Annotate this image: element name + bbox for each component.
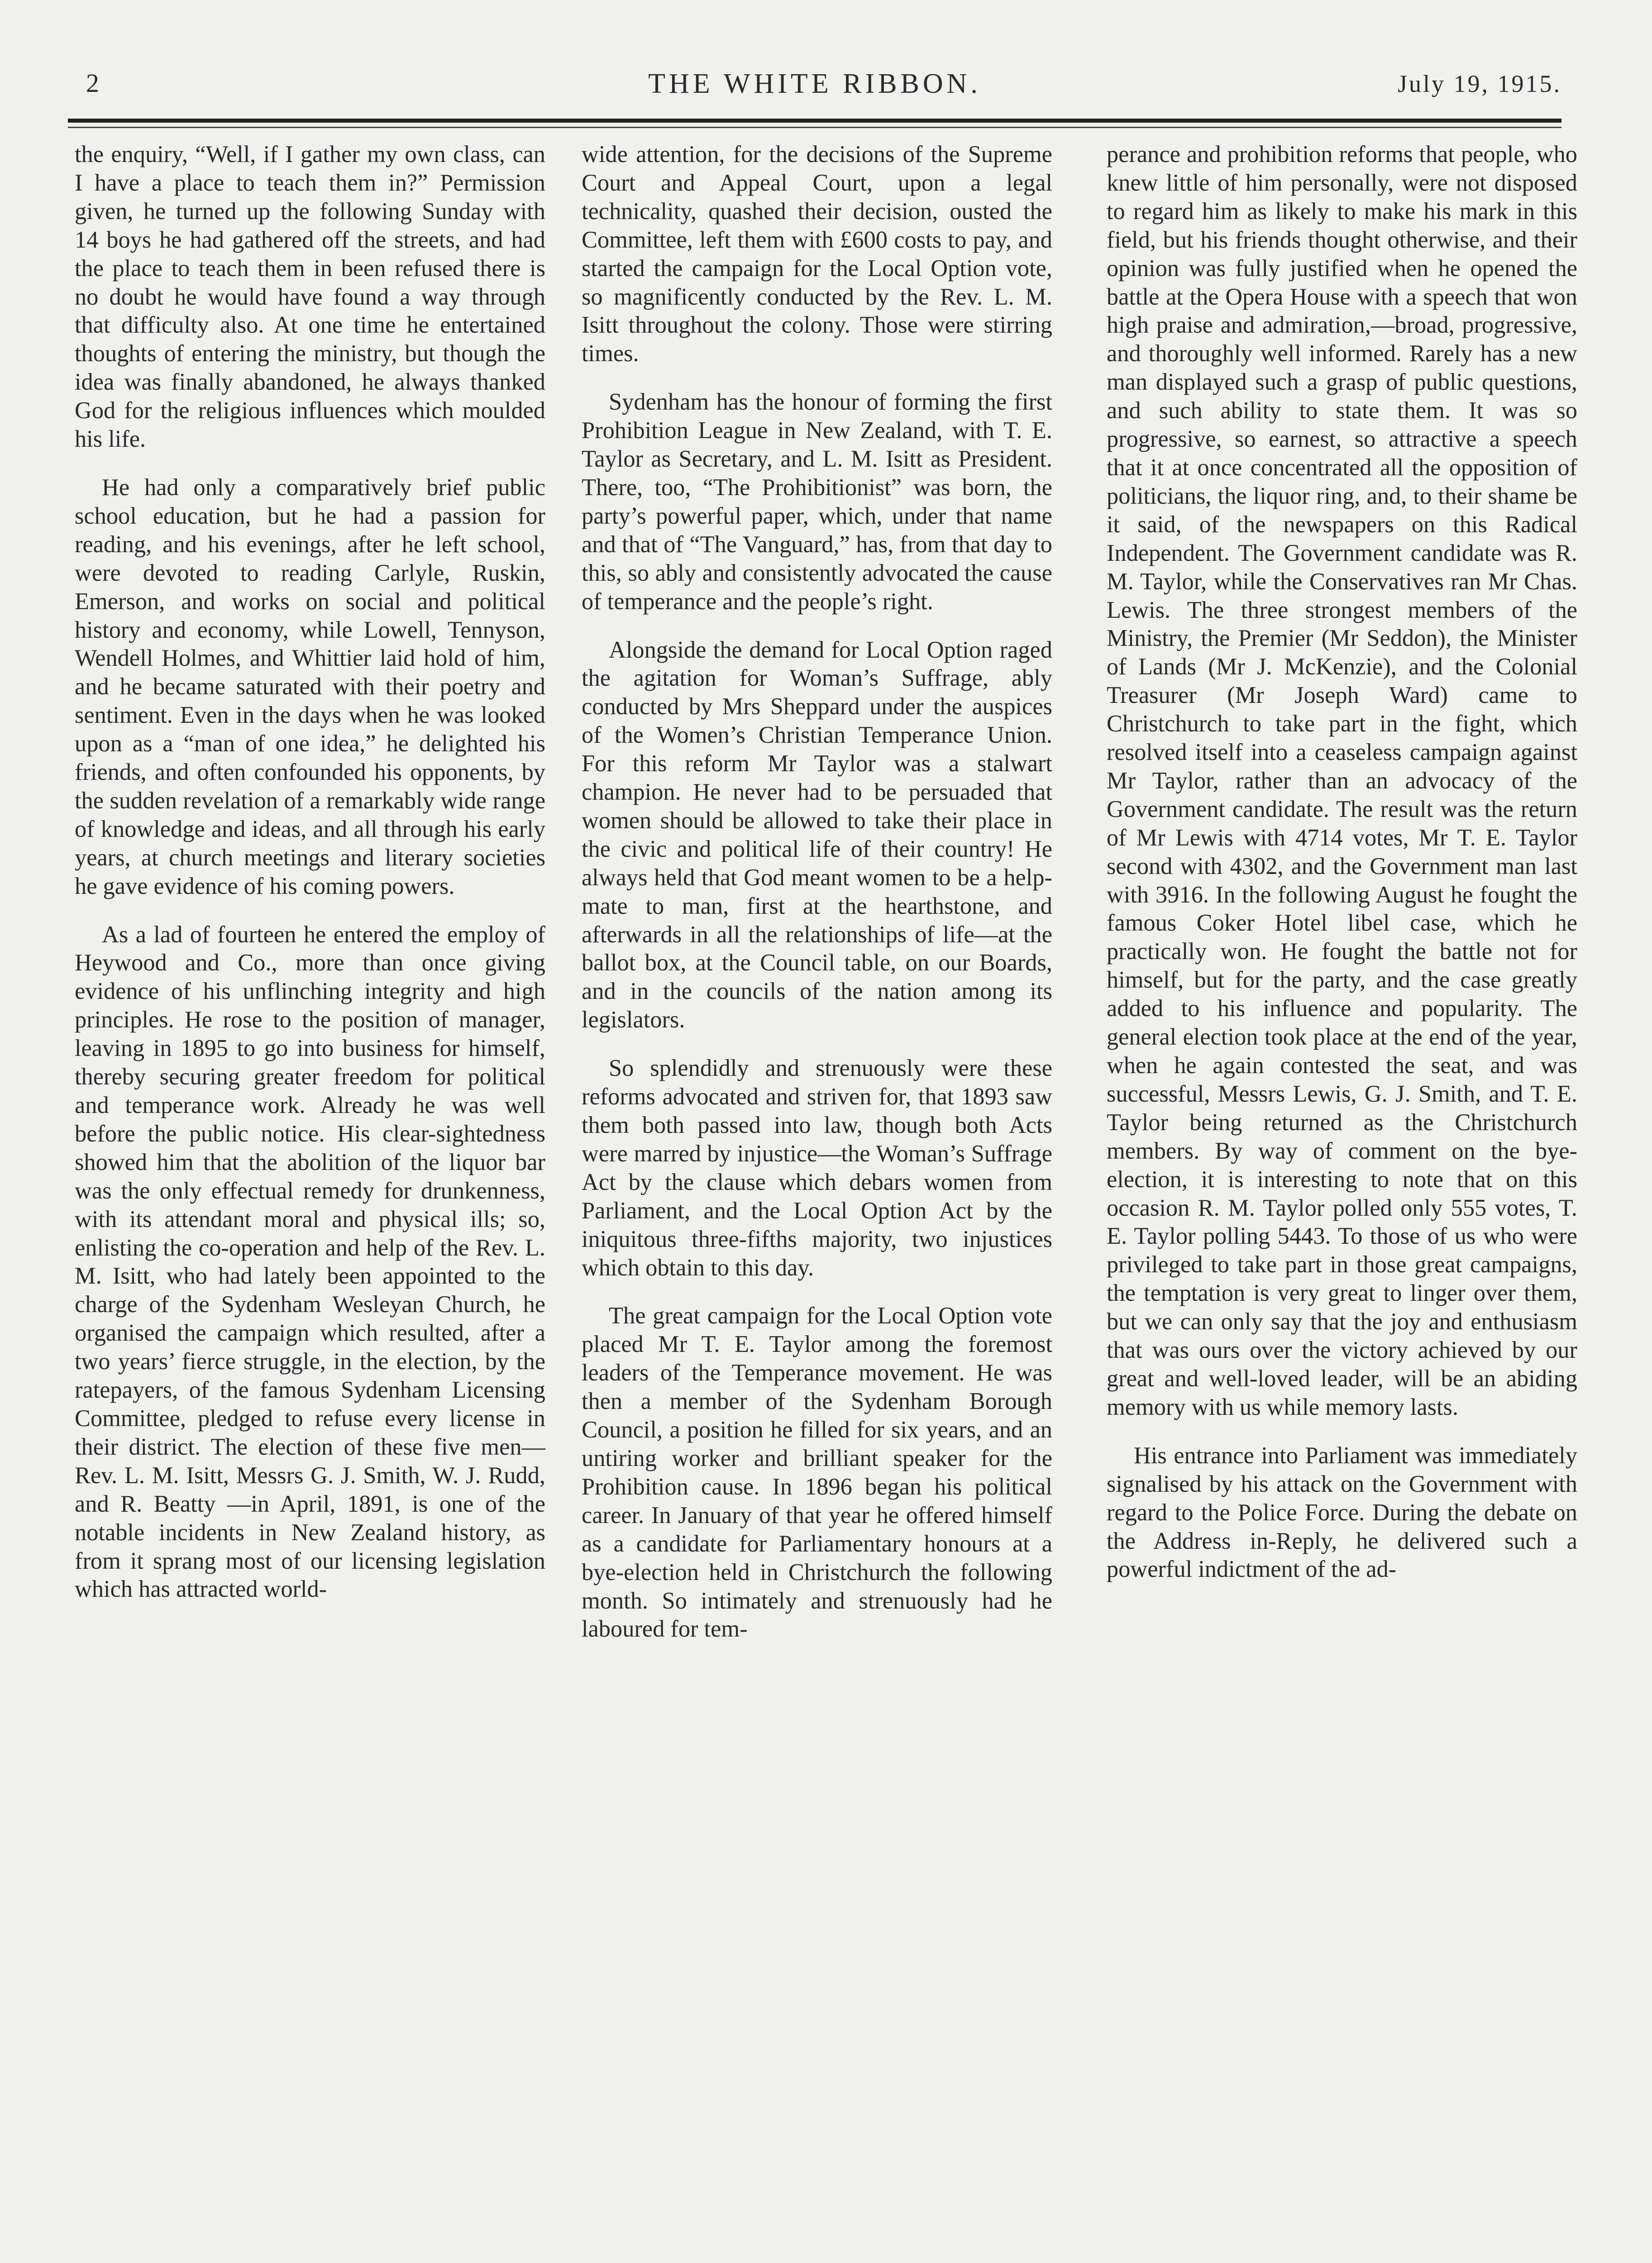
article-column-3 bbox=[1107, 140, 1577, 1584]
paragraph: the enquiry, “Well, if I gather my own class, can I have a place to teach them in?” Permission given, he turned up the following Sunday with 14 boys he had gathered off the streets, and had the place to teach them in been refused there is no doubt he would have found a way through that difficulty also. At one time he entertained thoughts of entering the ministry, but though the idea was finally abandoned, he always thanked God for the religious influences which moulded his life. bbox=[75, 141, 545, 453]
paragraph: The great campaign for the Local Option vote placed Mr T. E. Taylor among the foremost leaders of the Temperance movement. He was then a member of the Sydenham Borough Council, a position he filled for six years, and an untiring worker and brilliant speaker for the Prohibition cause. In 1896 began his political career. In January of that year he offered himself as a candidate for Parliamentary honours at a bye-election held in Christchurch the following month. So intimately and strenuously had he laboured for tem- bbox=[582, 1303, 1052, 1642]
article-column-1 bbox=[75, 140, 545, 1604]
article-column-2 bbox=[582, 140, 1052, 1643]
paragraph: wide attention, for the decisions of the Supreme Court and Appeal Court, upon a legal technicality, quashed their decision, ousted the Committee, left them with £600 costs to pay, and started the campaign for the Local Option vote, so magnificently conducted by the Rev. L. M. Isitt throughout the colony. Those were stirring times. bbox=[582, 141, 1052, 367]
paragraph: As a lad of fourteen he entered the employ of Heywood and Co., more than once giving evidence of his unflinching integrity and high principles. He rose to the position of manager, leaving in 1895 to go into business for himself, thereby securing greater freedom for political and temperance work. Already he was well before the public notice. His clear-sightedness showed him that the abolition of the liquor bar was the only effectual remedy for drunkenness, with its attendant moral and physical ills; so, enlisting the co-operation and help of the Rev. L. M. Isitt, who had lately been appointed to the charge of the Sydenham Wesleyan Church, he organised the campaign which resulted, after a two years’ fierce struggle, in the election, by the ratepayers, of the famous Sydenham Licensing Committee, pledged to refuse every license in their district. The election of these five men—Rev. L. M. Isitt, Messrs G. J. Smith, W. J. Rudd, and R. Beatty —in April, 1891, is one of the notable incidents in New Zealand history, as from it sprang most of our licensing legislation which has attracted world- bbox=[75, 921, 545, 1603]
page-number: 2 bbox=[86, 68, 100, 98]
paragraph: So splendidly and strenuously were these reforms advocated and striven for, that 1893 saw them both passed into law, though both Acts were marred by injustice—the Woman’s Suffrage Act by the clause which debars women from Parliament, and the Local Option Act by the iniquitous three-fifths majority, two injustices which obtain to this day. bbox=[582, 1055, 1052, 1281]
paragraph: Sydenham has the honour of forming the first Prohibition League in New Zealand, with T. E. Taylor as Secretary, and L. M. Isitt as President. There, too, “The Prohibitionist” was born, the party’s powerful paper, which, under that name and that of “The Vanguard,” has, from that day to this, so ably and consistently advocated the cause of temperance and the people’s right. bbox=[582, 389, 1052, 615]
paragraph: perance and prohibition reforms that people, who knew little of him personally, were not disposed to regard him as likely to make his mark in this field, but his friends thought otherwise, and their opinion was fully justified when he opened the battle at the Opera House with a speech that won high praise and admiration,—broad, progressive, and thoroughly well informed. Rarely has a new man displayed such a grasp of public questions, and such ability to state them. It was so progressive, so earnest, so attractive a speech that it at once concentrated all the opposition of politicians, the liquor ring, and, to their shame be it said, of the newspapers on this Radical Independent. The Government candidate was R. M. Taylor, while the Conservatives ran Mr Chas. Lewis. The three strongest members of the Ministry, the Premier (Mr Seddon), the Minister of Lands (Mr J. McKenzie), and the Colonial Treasurer (Mr Joseph Ward) came to Christchurch to take part in the fight, which resolved itself into a ceaseless campaign against Mr Taylor, rather than an advocacy of the Government candidate. The result was the return of Mr Lewis with 4714 votes, Mr T. E. Taylor second with 4302, and the Government man last with 3916. In the following August he fought the famous Coker Hotel libel case, which he practically won. He fought the battle not for himself, but for the party, and the case greatly added to his influence and popularity. The general election took place at the end of the year, when he again contested the seat, and was successful, Messrs Lewis, G. J. Smith, and T. E. Taylor being returned as the Christchurch members. By way of comment on the bye-election, it is interesting to note that on this occasion R. M. Taylor polled only 555 votes, T. E. Taylor polling 5443. To those of us who were privileged to take part in those great campaigns, the temptation is very great to linger over them, but we can only say that the joy and enthusiasm that was ours over the victory achieved by our great and well-loved leader, will be an abiding memory with us while memory lasts. bbox=[1107, 141, 1577, 1420]
paragraph: Alongside the demand for Local Option raged the agitation for Woman’s Suffrage, ably conducted by Mrs Sheppard under the auspices of the Women’s Christian Temperance Union. For this reform Mr Taylor was a stalwart champion. He never had to be persuaded that women should be allowed to take their place in the civic and political life of their country! He always held that God meant women to be a help-mate to man, first at the hearthstone, and afterwards in all the relationships of life—at the ballot box, at the Council table, on our Boards, and in the councils of the nation among its legislators. bbox=[582, 636, 1052, 1033]
header-rule-thin bbox=[68, 127, 1561, 128]
header-rule bbox=[68, 119, 1561, 123]
newspaper-title: THE WHITE RIBBON. bbox=[648, 68, 981, 99]
paragraph: His entrance into Parliament was immediately signalised by his attack on the Government with regard to the Police Force. During the debate on the Address in-Reply, he delivered such a powerful indictment of the ad- bbox=[1107, 1442, 1577, 1583]
page-header bbox=[68, 68, 1561, 118]
paragraph: He had only a comparatively brief public school education, but he had a passion for reading, and his evenings, after he left school, were devoted to reading Carlyle, Ruskin, Emerson, and works on social and political history and economy, while Lowell, Tennyson, Wendell Holmes, and Whittier laid hold of him, and he became saturated with their poetry and sentiment. Even in the days when he was looked upon as a “man of one idea,” he delighted his friends, and often confounded his opponents, by the sudden revelation of a remarkably wide range of knowledge and ideas, and all through his early years, at church meetings and literary societies he gave evidence of his coming powers. bbox=[75, 474, 545, 899]
issue-date: July 19, 1915. bbox=[1397, 70, 1561, 97]
